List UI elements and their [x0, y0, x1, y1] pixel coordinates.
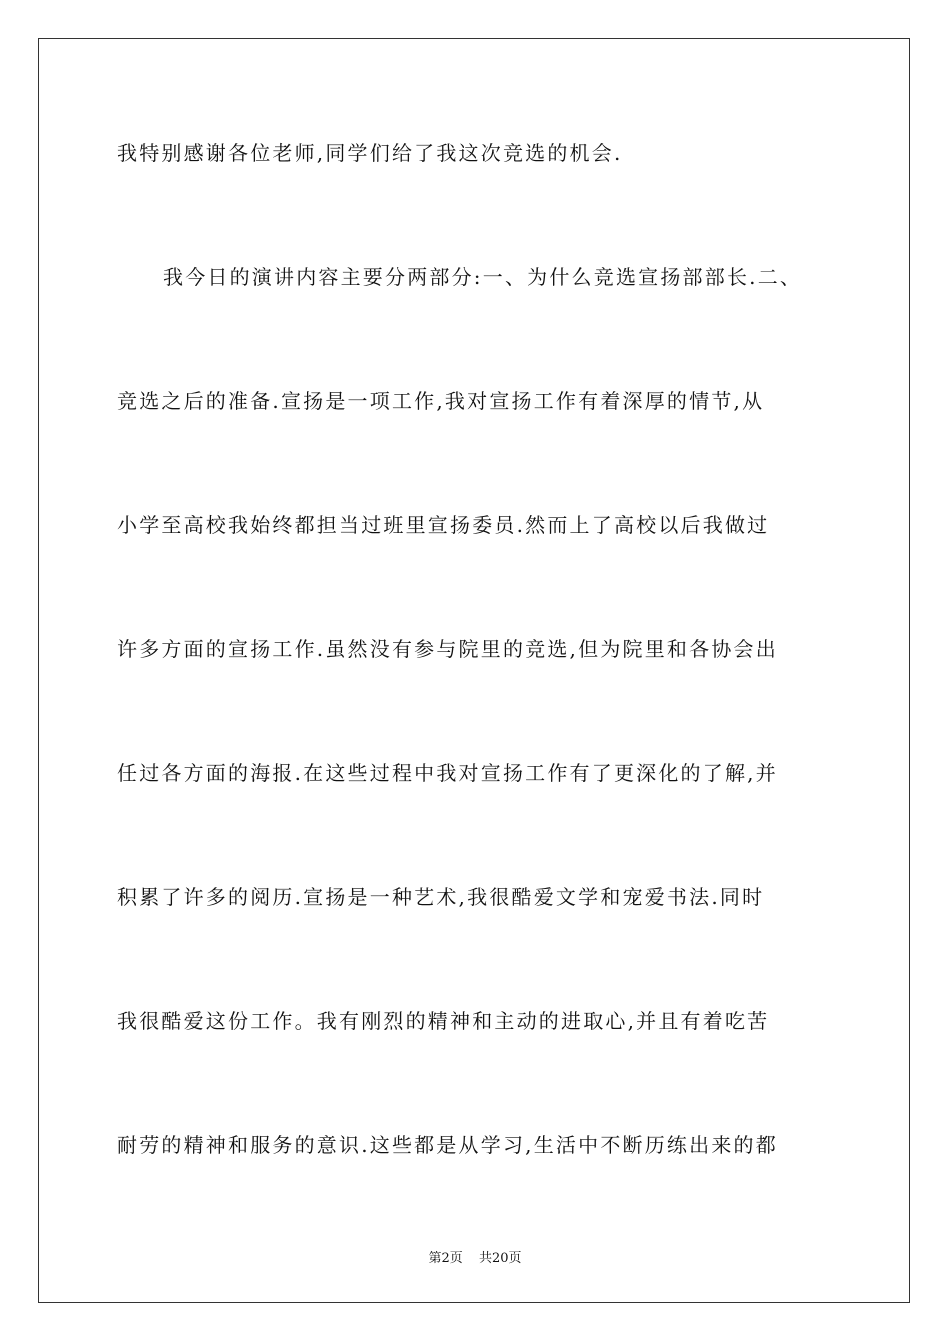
document-body	[117, 122, 837, 1238]
text-line-9: 耐劳的精神和服务的意识.这些都是从学习,生活中不断历练出来的都	[117, 1133, 778, 1157]
page-total: 共20页	[478, 1251, 522, 1266]
text-line-1: 我特别感谢各位老师,同学们给了我这次竞选的机会.	[117, 141, 623, 165]
page-footer	[0, 1247, 950, 1266]
text-line-6: 任过各方面的海报.在这些过程中我对宣扬工作有了更深化的了解,并	[117, 761, 778, 785]
text-line-3: 竞选之后的准备.宣扬是一项工作,我对宣扬工作有着深厚的情节,从	[117, 389, 765, 413]
text-line-4: 小学至高校我始终都担当过班里宣扬委员.然而上了高校以后我做过	[117, 513, 770, 537]
text-line-7: 积累了许多的阅历.宣扬是一种艺术,我很酷爱文学和宠爱书法.同时	[117, 885, 765, 909]
text-line-5: 许多方面的宣扬工作.虽然没有参与院里的竞选,但为院里和各协会出	[117, 637, 778, 661]
text-line-8: 我很酷爱这份工作。我有刚烈的精神和主动的进取心,并且有着吃苦	[117, 1009, 770, 1033]
text-line-2: 我今日的演讲内容主要分两部分:一、为什么竞选宣扬部部长.二、	[163, 265, 803, 289]
page-number: 第2页	[428, 1251, 463, 1266]
